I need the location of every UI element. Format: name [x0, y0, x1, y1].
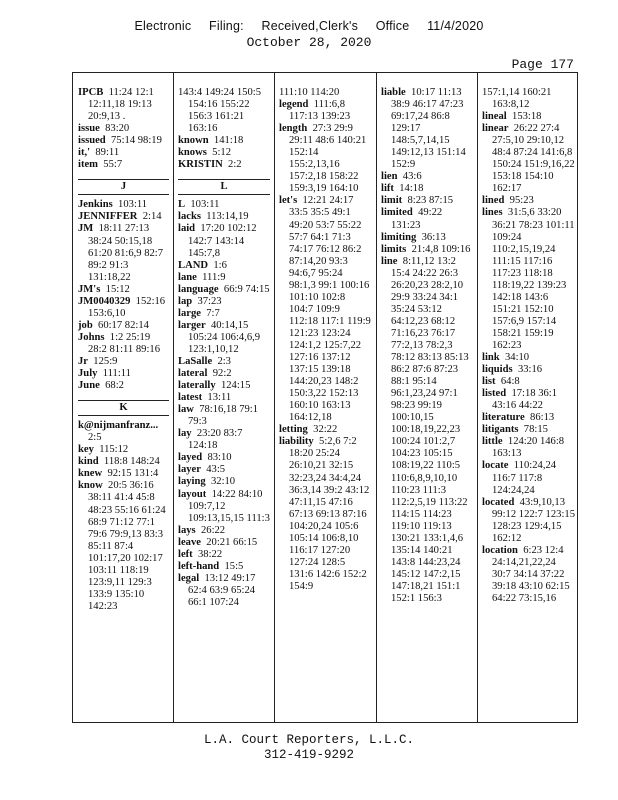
page-line-references: 95:23	[509, 195, 534, 207]
page-line-references: 89:11	[95, 147, 120, 159]
index-term: limiting	[381, 231, 417, 243]
index-term: location	[482, 544, 518, 556]
index-term: laterally	[178, 380, 216, 392]
letter-section-header: L	[178, 179, 270, 195]
index-entry	[78, 159, 169, 171]
index-entry	[381, 171, 472, 183]
index-entry	[482, 388, 575, 412]
index-entry	[78, 468, 169, 480]
index-term: literature	[482, 412, 525, 424]
page-line-references: 23:20 83:7 124:18	[188, 428, 246, 452]
page-line-references: 37:23	[197, 295, 222, 307]
reporter-phone: 312-419-9292	[263, 748, 354, 762]
index-entry	[178, 223, 270, 259]
page-line-references: 15:12	[105, 283, 130, 295]
electronic-filing-stamp	[0, 19, 618, 33]
index-term: lift	[381, 183, 394, 195]
page-line-references: 118:8 148:24	[103, 456, 160, 468]
page-line-references: 5:2,6 7:2 18:20 25:24 26:10,21 32:15 32:23,24 34:4,24 36:3,14 39:2 43:12 47:11,15 47:16 67:13 69:13 87:16 104:20,24 105:6 105:14 106:8,10 116:17 127:20 127:24 128:5 131:6 142:6 152:2 154:9	[289, 436, 372, 592]
page-line-references: 33:16	[517, 364, 543, 376]
index-entry	[178, 320, 270, 356]
page-line-references: 111:9	[202, 271, 226, 283]
page-line-references: 124:15	[220, 380, 251, 392]
filing-part: Electronic	[134, 19, 192, 33]
index-entry	[178, 260, 270, 272]
page-line-references: 21:4,8 109:16	[411, 243, 471, 255]
index-term: legend	[279, 99, 309, 111]
index-entry	[279, 424, 371, 436]
index-entry	[482, 207, 578, 352]
page-line-references: 26:22	[200, 524, 226, 536]
page-line-references: 143:4 149:24 150:5 154:16 155:22 156:3 161:21 163:16	[178, 87, 264, 135]
index-entry	[178, 284, 270, 296]
index-term: lay	[178, 428, 192, 440]
page-line-references: 124:20 146:8 163:13	[492, 436, 567, 460]
page-line-references: 152:16 153:6,10	[88, 295, 168, 319]
page-line-references: 40:14,15 105:24 106:4,6,9 123:1,10,12	[188, 319, 263, 355]
index-entry	[279, 436, 371, 593]
page-line-references: 31:5,6 33:20 36:21 78:23 101:11 109:24 110:2,15,19,24 111:15 117:16 117:23 118:18 118:19,22 139:23 142:18 143:6 151:21 152:10 157:6,9 157:14 158:21 159:19 162:23	[492, 207, 578, 351]
page-line-references: 27:3 29:9 29:11 48:6 140:21 152:14 155:2,13,16 157:2,18 158:22 159:3,19 164:10	[289, 123, 369, 195]
index-entry	[482, 364, 575, 376]
page-line-references: 2:14	[142, 211, 162, 223]
page-line-references: 78:15	[523, 424, 548, 436]
index-entry	[78, 444, 169, 456]
index-entry	[178, 428, 270, 452]
page-line-references: 5:12	[212, 147, 231, 159]
index-term: language	[178, 283, 219, 295]
page-line-references: 2:5	[88, 432, 102, 444]
index-term: little	[482, 436, 503, 448]
index-term: limits	[381, 243, 407, 255]
index-entry	[78, 223, 169, 283]
index-entry	[178, 199, 270, 211]
index-entry	[482, 424, 575, 436]
index-term: L	[178, 199, 186, 211]
page-line-references: 103:11	[118, 199, 148, 211]
index-entry	[482, 436, 575, 460]
page-line-references: 113:14,19	[206, 211, 249, 223]
index-term: JM's	[78, 283, 101, 295]
index-term: layer	[178, 464, 201, 476]
page-line-references: 66:9 74:15	[223, 283, 270, 295]
index-entry	[78, 87, 169, 123]
index-entry	[78, 380, 169, 392]
index-entry	[178, 489, 270, 525]
page-line-references: 153:18	[512, 111, 542, 123]
index-entry	[178, 549, 270, 561]
page-line-references: 8:11,12 13:2 15:4 24:22 26:3 26:20,23 28:2,10 29:9 33:24 34:1 35:24 53:12 64:12,23 68:12 71:16,23 76:17 77:2,13 78:2,3 78:12 83:13 85:13 86:2 87:6 87:23 88:1 95:14 96:1,23,24 97:1 98:23 99:19 100:10,15 100:18,19,22,23 100:24 101:2,7 104:23 105:15 108:19,22 110:5 110:6,8,9,10,10 110:23 111:3 112:2,5,19 113:22 114:15 114:23 119:10 119:13 130:21 133:1,4,6 135:14 140:21 143:8 144:23,24 145:12 147:2,15 147:18,21 151:1 152:1 156:3	[391, 255, 472, 604]
index-term: kind	[78, 456, 99, 468]
index-term: LAND	[178, 259, 209, 271]
index-entry	[482, 352, 575, 364]
index-term: lane	[178, 271, 197, 283]
index-entry	[178, 476, 270, 488]
index-term: Jr	[78, 355, 88, 367]
index-term: Jenkins	[78, 199, 113, 211]
index-entry	[78, 480, 169, 613]
index-entry	[482, 496, 578, 545]
filing-part: Filing:	[209, 19, 244, 33]
index-term: lap	[178, 295, 193, 307]
index-term: larger	[178, 319, 206, 331]
column-divider	[173, 73, 174, 722]
page-line-references: 13:11	[207, 392, 232, 404]
index-term: June	[78, 380, 100, 392]
index-entry	[178, 404, 270, 428]
page-line-references: 157:1,14 160:21 163:8,12	[482, 87, 555, 111]
page-line-references: 20:21 66:15	[206, 536, 258, 548]
page-line-references: 7:7	[206, 307, 220, 319]
index-term: IPCB	[78, 87, 104, 98]
index-column-5	[482, 87, 578, 722]
index-entry	[78, 135, 169, 147]
column-divider	[376, 73, 377, 722]
page-line-references: 6:23 12:4 24:14,21,22,24 30:7 34:14 37:22 39:18 43:10 62:15 64:22 73:15,16	[492, 544, 573, 604]
page-line-references: 43:6	[402, 171, 422, 183]
index-entry	[78, 296, 169, 320]
index-term: locate	[482, 460, 509, 472]
index-column-3	[279, 87, 374, 722]
filing-part: Office	[375, 19, 410, 33]
index-entry	[482, 195, 575, 207]
index-term: letting	[279, 424, 308, 436]
page-line-references: 34:10	[504, 352, 530, 364]
index-entry	[178, 211, 270, 223]
page-line-references: 83:20	[105, 123, 130, 135]
index-term: issued	[78, 135, 106, 147]
index-term: knew	[78, 468, 103, 480]
page-line-references: 20:5 36:16 38:11 41:4 45:8 48:23 55:16 61:24 68:9 71:12 77:1 79:6 79:9,13 83:3 85:11 87:4 101:17,20 102:17 103:11 118:19 123:9,11 129:3 133:9 135:10 142:23	[88, 480, 169, 612]
index-term: July	[78, 368, 98, 380]
index-term: limit	[381, 195, 403, 207]
filing-part: Received,Clerk's	[261, 19, 359, 33]
index-term: let's	[279, 195, 298, 207]
index-term: length	[279, 123, 308, 135]
page-line-references: 36:13	[421, 231, 446, 243]
page-line-references: 38:22	[198, 548, 223, 560]
index-entry	[381, 195, 472, 207]
index-term: knows	[178, 147, 207, 159]
index-term: known	[178, 135, 209, 147]
index-entry	[482, 111, 575, 123]
index-term: leave	[178, 536, 201, 548]
filing-part: 11/4/2020	[427, 19, 484, 33]
page-line-references: 2:2	[228, 159, 242, 171]
reporter-name: L.A. Court Reporters, L.L.C.	[203, 733, 415, 747]
index-term: lays	[178, 524, 196, 536]
page-line-references: 103:11	[190, 199, 220, 211]
index-term: lien	[381, 171, 398, 183]
index-term: key	[78, 444, 94, 456]
index-entry	[178, 452, 270, 464]
index-term: located	[482, 496, 515, 508]
index-column-1	[78, 87, 169, 722]
index-entry	[78, 332, 169, 356]
index-entry	[178, 272, 270, 284]
index-term: list	[482, 376, 496, 388]
index-term: limited	[381, 207, 413, 219]
index-entry	[381, 207, 472, 231]
index-term: liable	[381, 87, 406, 98]
index-entry	[381, 256, 472, 605]
page-line-references: 55:7	[103, 159, 123, 171]
index-term: issue	[78, 123, 100, 135]
index-entry	[78, 368, 169, 380]
page-line-references: 64:8	[500, 376, 520, 388]
index-term: liability	[279, 436, 314, 448]
index-entry	[78, 420, 169, 444]
index-term: JM0040329	[78, 295, 131, 307]
index-term: liquids	[482, 364, 513, 376]
index-term: JM	[78, 223, 94, 235]
page-number: Page 177	[511, 57, 574, 72]
index-term: LaSalle	[178, 355, 213, 367]
page-line-references: 86:13	[530, 412, 555, 424]
letter-section-header: J	[78, 179, 169, 195]
index-entry	[178, 296, 270, 308]
column-divider	[274, 73, 275, 722]
index-entry	[178, 561, 270, 573]
index-entry	[78, 320, 169, 332]
page-line-references: 125:9	[93, 355, 118, 367]
page-line-references: 2:3	[217, 355, 231, 367]
index-column-4	[381, 87, 472, 722]
page-line-references: 43:5	[206, 464, 226, 476]
page-line-references: 78:16,18 79:1 79:3	[188, 404, 261, 428]
index-entry	[279, 195, 374, 424]
index-term: lacks	[178, 211, 201, 223]
page-line-references: 115:12	[99, 444, 129, 456]
index-entry	[178, 159, 270, 171]
index-entry	[178, 573, 270, 609]
index-entry	[178, 308, 270, 320]
index-entry	[78, 147, 169, 159]
page-line-references: 92:15 131:4	[107, 468, 159, 480]
index-term: lateral	[178, 368, 208, 380]
index-term: k@nijmanfranz...	[78, 420, 159, 432]
page-line-references: 43:9,10,13 99:12 122:7 123:15 128:23 129:4,15 162:12	[492, 496, 578, 544]
index-term: line	[381, 255, 398, 267]
index-column-2	[178, 87, 270, 722]
index-entry	[78, 456, 169, 468]
page-line-references: 13:12 49:17 62:4 63:9 65:24 66:1 107:24	[188, 572, 259, 608]
index-term: link	[482, 352, 500, 364]
index-term: KRISTIN	[178, 159, 223, 171]
index-entry	[178, 392, 270, 404]
index-entry	[178, 147, 270, 159]
index-entry	[178, 356, 270, 368]
reporter-footer	[0, 733, 618, 763]
page-line-references: 141:18	[213, 135, 244, 147]
index-entry	[279, 99, 371, 123]
index-term: job	[78, 319, 93, 331]
index-entry	[482, 412, 575, 424]
index-frame	[72, 72, 578, 723]
index-term: lines	[482, 207, 503, 219]
index-entry	[482, 460, 575, 496]
page-line-references: 75:14 98:19	[110, 135, 162, 147]
page-line-references: 14:22 84:10 109:7,12 109:13,15,15 111:3	[188, 488, 270, 524]
index-entry	[482, 123, 578, 195]
index-term: layout	[178, 488, 207, 500]
index-term: latest	[178, 392, 203, 404]
index-entry	[178, 380, 270, 392]
index-entry	[482, 545, 575, 605]
page-line-references: 111:10 114:20	[279, 87, 340, 98]
page-line-references: 14:18	[399, 183, 424, 195]
index-term: lineal	[482, 111, 507, 123]
index-entry	[381, 244, 472, 256]
index-entry	[482, 376, 575, 388]
page-line-references: 11:24 12:1 12:11,18 19:13 20:9,13 .	[88, 87, 157, 123]
letter-section-header: K	[78, 400, 169, 416]
index-entry	[178, 537, 270, 549]
page-line-references: 68:2	[105, 380, 124, 392]
index-entry	[178, 87, 270, 135]
index-term: laid	[178, 223, 196, 235]
index-entry	[279, 87, 371, 99]
page-line-references: 26:22 27:4 27:5,10 29:10,12 48:4 87:24 141:6,8 150:24 151:9,16,22 153:18 154:10 162:17	[492, 123, 578, 195]
page-line-references: 15:5	[224, 560, 244, 572]
page-line-references: 18:11 27:13 38:24 50:15,18 61:20 81:6,9 82:7 89:2 91:3 131:18,22	[88, 223, 166, 283]
index-entry	[78, 123, 169, 135]
index-entry	[279, 123, 371, 195]
page-line-references: 111:6,8 117:13 139:23	[289, 99, 351, 123]
page-line-references: 10:17 11:13 38:9 46:17 47:23 69:17,24 86:8 129:17 148:5,7,14,15 149:12,13 151:14 152:9	[391, 87, 469, 171]
page-line-references: 49:22 131:23	[391, 207, 445, 231]
index-entry	[178, 464, 270, 476]
index-entry	[78, 211, 169, 223]
index-term: it,'	[78, 147, 91, 159]
page-line-references: 17:18 36:1 43:16 44:22	[492, 388, 560, 412]
page-line-references: 1:2 25:19 28:2 81:11 89:16	[88, 331, 160, 355]
index-entry	[381, 232, 472, 244]
page-line-references: 111:11	[102, 368, 131, 380]
index-term: know	[78, 480, 103, 492]
index-entry	[78, 356, 169, 368]
page-line-references: 60:17 82:14	[98, 319, 149, 331]
page-line-references: 12:21 24:17 33:5 35:5 49:1 49:20 53:7 55:22 57:7 64:1 71:3 74:17 76:12 86:2 87:14,20 93:3 94:6,7 95:24 98:1,3 99:1 100:16 101:10 102:8 104:7 109:9 112:18 117:1 119:9 121:23 123:24 124:1,2 125:7,22 127:16 137:12 137:15 139:18 144:20,23 148:2 150:3,22 152:13 160:10 163:13 164:12,18	[289, 195, 374, 424]
index-term: listed	[482, 388, 507, 400]
index-term: laying	[178, 476, 206, 488]
page-line-references: 92:2	[212, 368, 232, 380]
index-term: JENNIFFER	[78, 211, 138, 223]
index-term: lined	[482, 195, 505, 207]
index-term: left-hand	[178, 560, 220, 572]
index-term: large	[178, 307, 201, 319]
index-term: legal	[178, 572, 200, 584]
page-line-references: 83:10	[207, 452, 232, 464]
column-divider	[477, 73, 478, 722]
index-entry	[178, 368, 270, 380]
hearing-date: October 28, 2020	[246, 35, 372, 50]
index-term: item	[78, 159, 98, 171]
page-line-references: 8:23 87:15	[407, 195, 454, 207]
page-line-references: 32:10	[210, 476, 236, 488]
index-term: left	[178, 548, 193, 560]
index-term: litigants	[482, 424, 519, 436]
page-line-references: 110:24,24 116:7 117:8 124:24,24	[492, 460, 559, 496]
index-entry	[78, 284, 169, 296]
index-term: layed	[178, 452, 203, 464]
index-entry	[482, 87, 575, 111]
index-entry	[381, 183, 472, 195]
index-entry	[381, 87, 472, 171]
index-entry	[178, 135, 270, 147]
index-term: Johns	[78, 331, 105, 343]
index-term: linear	[482, 123, 509, 135]
index-term: law	[178, 404, 194, 416]
index-entry	[178, 525, 270, 537]
page-line-references: 17:20 102:12 142:7 143:14 145:7,8	[188, 223, 260, 259]
page-line-references: 1:6	[213, 259, 227, 271]
page-line-references: 32:22	[313, 424, 338, 436]
index-entry	[78, 199, 169, 211]
